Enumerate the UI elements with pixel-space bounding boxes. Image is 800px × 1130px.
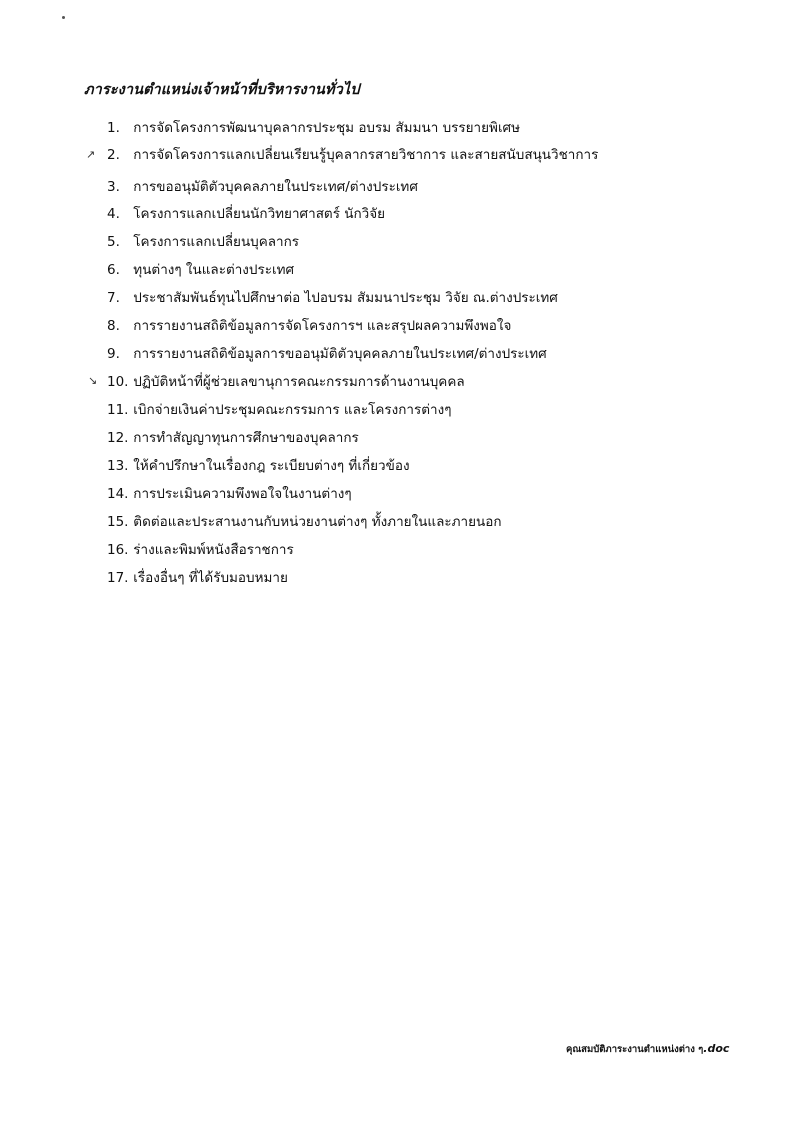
list-item <box>107 569 288 587</box>
item-text: ทุนต่างๆ ในและต่างประเทศ <box>133 262 295 278</box>
list-item <box>107 345 547 363</box>
item-number: 5. <box>107 234 120 250</box>
list-item <box>107 541 294 559</box>
item-number: 9. <box>107 346 120 362</box>
list-item <box>107 289 558 307</box>
item-number: 1. <box>107 120 120 136</box>
list-item <box>107 429 359 447</box>
list-item <box>107 373 465 391</box>
scan-speck <box>62 16 65 19</box>
item-text: ติดต่อและประสานงานกับหน่วยงานต่างๆ ทั้งภายในและภายนอก <box>133 514 502 530</box>
item-text: การขออนุมัติตัวบุคคลภายในประเทศ/ต่างประเทศ <box>133 179 418 195</box>
list-item <box>107 401 451 419</box>
item-number: 13. <box>107 458 129 474</box>
item-text: การจัดโครงการพัฒนาบุคลากรประชุม อบรม สัมมนา บรรยายพิเศษ <box>133 120 521 136</box>
list-item <box>107 119 520 137</box>
item-number: 17. <box>107 570 129 586</box>
item-text: การรายงานสถิติข้อมูลการขออนุมัติตัวบุคคลภายในประเทศ/ต่างประเทศ <box>133 346 547 362</box>
list-item <box>107 485 352 503</box>
list-item <box>107 457 410 475</box>
item-text: ประชาสัมพันธ์ทุนไปศึกษาต่อ ไปอบรม สัมมนาประชุม วิจัย ณ.ต่างประเทศ <box>133 290 558 306</box>
list-item <box>107 317 511 335</box>
item-text: โครงการแลกเปลี่ยนนักวิทยาศาสตร์ นักวิจัย <box>133 206 386 222</box>
item-text: ร่างและพิมพ์หนังสือราชการ <box>133 542 294 558</box>
item-text: เบิกจ่ายเงินค่าประชุมคณะกรรมการ และโครงการต่างๆ <box>133 402 452 418</box>
margin-check-mark-icon: ↘ <box>88 374 98 387</box>
list-item <box>107 178 418 196</box>
item-text: การทำสัญญาทุนการศึกษาของบุคลากร <box>133 430 359 446</box>
item-number: 7. <box>107 290 120 306</box>
item-number: 6. <box>107 262 120 278</box>
item-number: 10. <box>107 374 129 390</box>
item-text: เรื่องอื่นๆ ที่ได้รับมอบหมาย <box>133 570 288 586</box>
footer-filename <box>566 1042 729 1057</box>
list-item <box>107 205 385 223</box>
list-item <box>107 146 598 164</box>
item-number: 4. <box>107 206 120 222</box>
footer-filename-text: คุณสมบัติภาระงานตำแหน่งต่าง ๆ <box>566 1044 704 1055</box>
list-item <box>107 233 299 251</box>
page-heading: ภาระงานตำแหน่งเจ้าหน้าที่บริหารงานทั่วไป <box>84 82 360 98</box>
item-text: การประเมินความพึงพอใจในงานต่างๆ <box>133 486 352 502</box>
item-number: 12. <box>107 430 129 446</box>
item-number: 14. <box>107 486 129 502</box>
item-text: โครงการแลกเปลี่ยนบุคลากร <box>133 234 300 250</box>
item-number: 3. <box>107 179 120 195</box>
item-number: 2. <box>107 147 120 163</box>
item-number: 8. <box>107 318 120 334</box>
list-item <box>107 261 294 279</box>
item-number: 16. <box>107 542 129 558</box>
item-text: ให้คำปรึกษาในเรื่องกฎ ระเบียบต่างๆ ที่เกี่ยวข้อง <box>133 458 410 474</box>
item-text: การรายงานสถิติข้อมูลการจัดโครงการฯ และสรุปผลความพึงพอใจ <box>133 318 512 334</box>
list-item <box>107 513 502 531</box>
item-number: 11. <box>107 402 129 418</box>
footer-file-extension: .doc <box>703 1042 730 1055</box>
item-text: การจัดโครงการแลกเปลี่ยนเรียนรู้บุคลากรสายวิชาการ และสายสนับสนุนวิชาการ <box>133 147 599 163</box>
item-number: 15. <box>107 514 129 530</box>
item-text: ปฏิบัติหน้าที่ผู้ช่วยเลขานุการคณะกรรมการด้านงานบุคคล <box>133 374 465 390</box>
margin-check-mark-icon: ↗ <box>86 148 96 161</box>
